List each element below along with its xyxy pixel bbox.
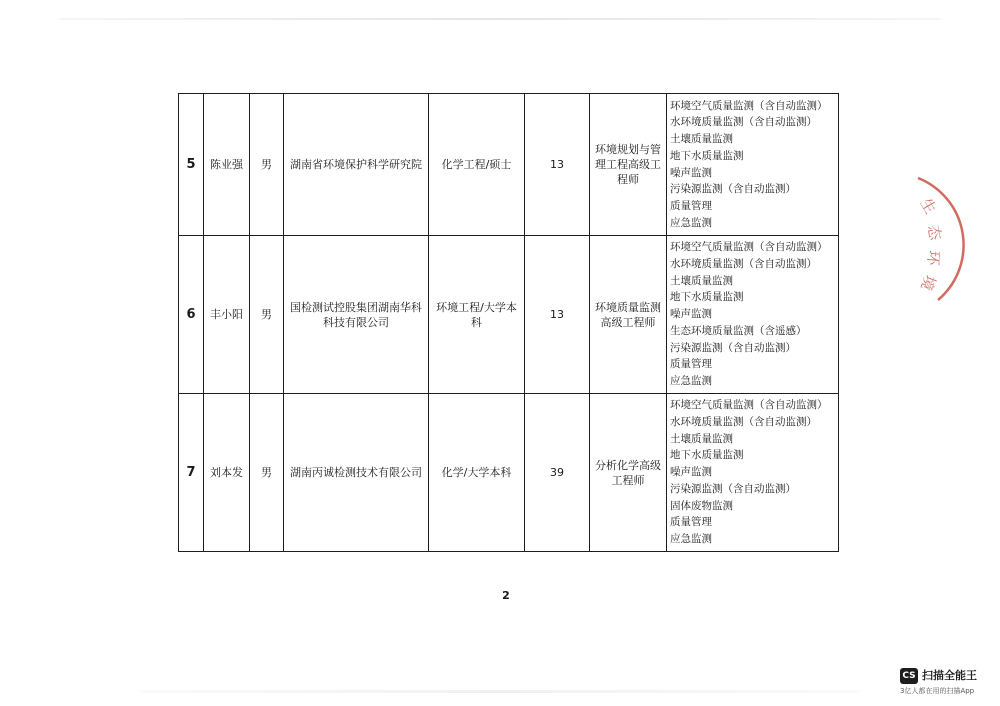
expert-organization: 湖南省环境保护科学研究院 [284, 94, 429, 236]
scope-item: 固体废物监测 [670, 499, 733, 512]
expert-scope [667, 394, 839, 552]
scope-item: 质量管理 [670, 199, 712, 212]
scope-item: 水环境质量监测（含自动监测） [670, 258, 817, 271]
expert-major: 化学/大学本科 [429, 394, 525, 552]
scope-item: 质量管理 [670, 358, 712, 371]
expert-name: 丰小阳 [204, 236, 250, 394]
scan-edge-top [60, 18, 940, 20]
expert-major: 化学工程/硕士 [429, 94, 525, 236]
scope-item: 土壤质量监测 [670, 274, 733, 287]
scope-item: 应急监测 [670, 532, 712, 545]
expert-name: 刘本发 [204, 394, 250, 552]
official-seal-stamp [898, 150, 978, 310]
expert-gender: 男 [250, 394, 284, 552]
expert-scope [667, 94, 839, 236]
expert-title: 环境规划与管理工程高级工程师 [590, 94, 667, 236]
scanner-app-name: 扫描全能王 [922, 669, 977, 682]
expert-scope [667, 236, 839, 394]
row-number: 5 [179, 94, 204, 236]
expert-title: 环境质量监测高级工程师 [590, 236, 667, 394]
expert-gender: 男 [250, 94, 284, 236]
scope-item: 噪声监测 [670, 308, 712, 321]
page-number: 2 [502, 589, 510, 602]
row-number: 7 [179, 394, 204, 552]
row-number: 6 [179, 236, 204, 394]
scope-item: 环境空气质量监测（含自动监测） [670, 99, 828, 112]
expert-major: 环境工程/大学本科 [429, 236, 525, 394]
scope-item: 噪声监测 [670, 466, 712, 479]
scope-item: 噪声监测 [670, 166, 712, 179]
scope-item: 生态环境质量监测（含遥感） [670, 324, 807, 337]
expert-organization: 国检测试控股集团湖南华科科技有限公司 [284, 236, 429, 394]
table-row [179, 236, 839, 394]
expert-gender: 男 [250, 236, 284, 394]
svg-text:环: 环 [923, 249, 943, 267]
expert-years: 13 [525, 236, 590, 394]
scope-item: 污染源监测（含自动监测） [670, 183, 796, 196]
table-row [179, 394, 839, 552]
scope-item: 地下水质量监测 [670, 449, 744, 462]
expert-years: 39 [525, 394, 590, 552]
scope-item: 应急监测 [670, 216, 712, 229]
scope-item: 环境空气质量监测（含自动监测） [670, 399, 828, 412]
scanner-tagline: 3亿人都在用的扫描App [900, 687, 975, 695]
expert-title: 分析化学高级工程师 [590, 394, 667, 552]
table-row [179, 94, 839, 236]
scope-item: 环境空气质量监测（含自动监测） [670, 241, 828, 254]
scope-item: 质量管理 [670, 516, 712, 529]
scope-item: 地下水质量监测 [670, 149, 744, 162]
expert-name: 陈业强 [204, 94, 250, 236]
scope-item: 地下水质量监测 [670, 291, 744, 304]
svg-text:生: 生 [916, 195, 940, 218]
scope-item: 水环境质量监测（含自动监测） [670, 116, 817, 129]
scope-item: 土壤质量监测 [670, 432, 733, 445]
scope-item: 土壤质量监测 [670, 133, 733, 146]
scope-item: 水环境质量监测（含自动监测） [670, 416, 817, 429]
scanner-watermark [900, 666, 996, 700]
scope-item: 污染源监测（含自动监测） [670, 341, 796, 354]
scope-item: 应急监测 [670, 374, 712, 387]
svg-text:境: 境 [917, 272, 940, 293]
expert-organization: 湖南丙诚检测技术有限公司 [284, 394, 429, 552]
scanner-logo-icon: CS [900, 668, 918, 684]
expert-years: 13 [525, 94, 590, 236]
svg-text:态: 态 [924, 223, 945, 242]
scope-item: 污染源监测（含自动监测） [670, 482, 796, 495]
expert-table [178, 93, 839, 552]
scan-edge-bottom [140, 690, 860, 693]
